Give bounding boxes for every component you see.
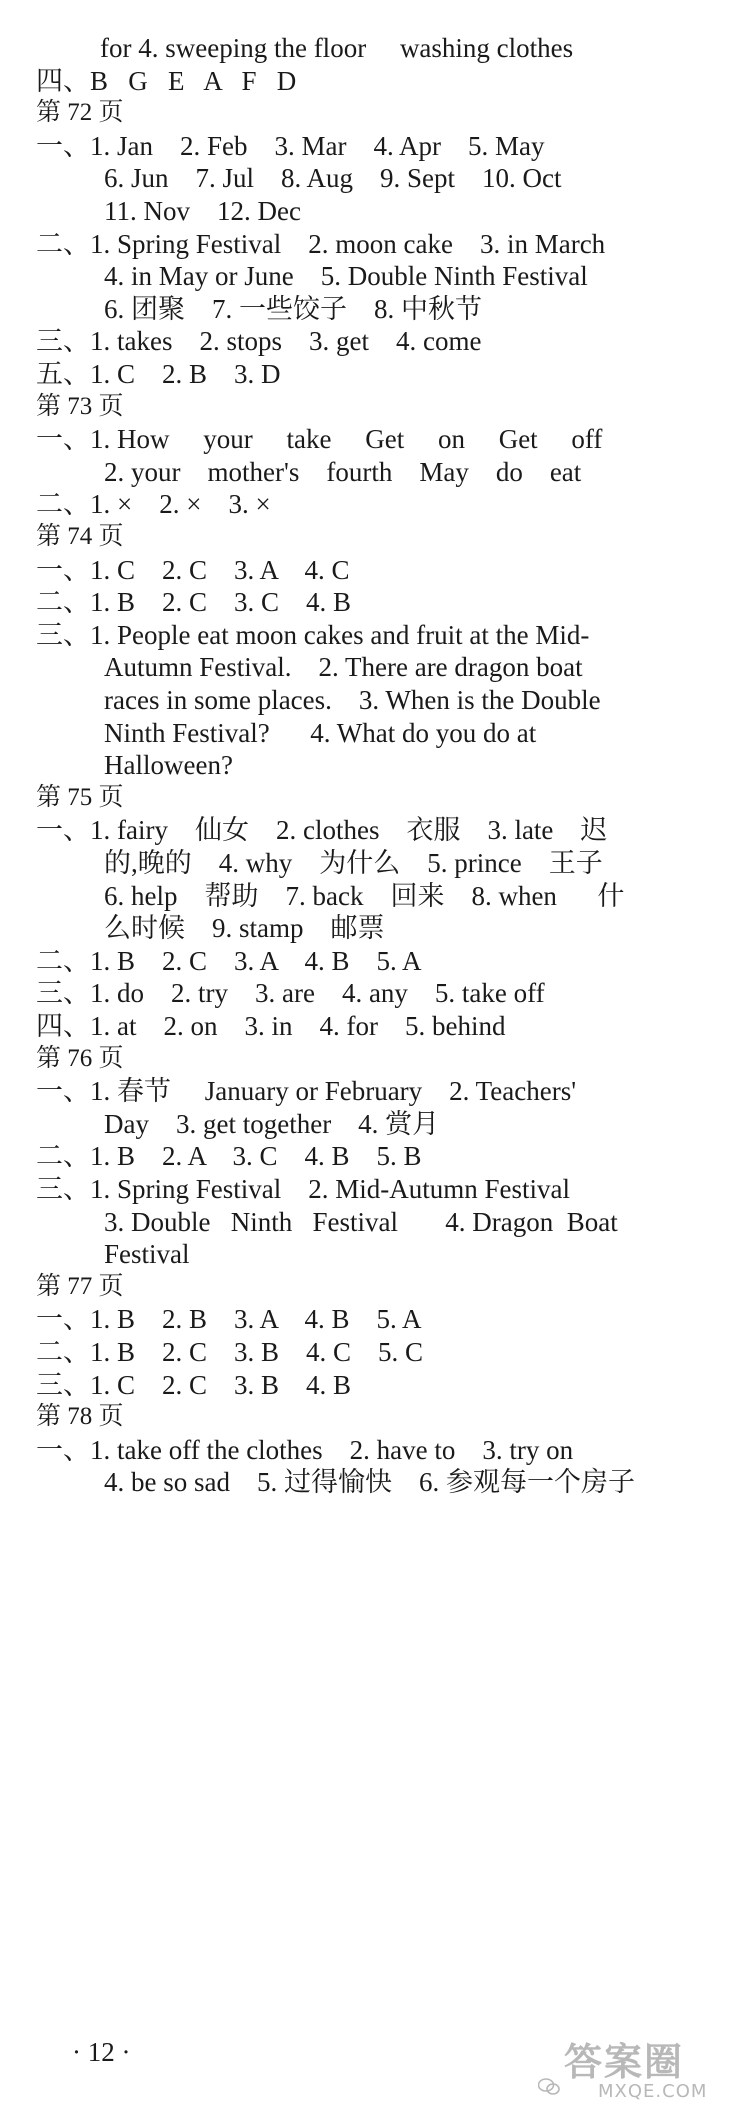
answer-text: 二、1. B 2. A 3. C 4. B 5. B [36,1141,422,1171]
answer-text: 2. your mother's fourth May do eat [104,457,582,487]
answer-text: 4. in May or June 5. Double Ninth Festival [104,261,588,291]
answer-text: for [100,33,132,63]
page-header: 第 72 页 [36,99,124,126]
page-header: 第 74 页 [36,523,124,550]
answer-text: 一、1. B 2. B 3. A 4. B 5. A [36,1304,422,1334]
page-header: 第 78 页 [36,1403,124,1430]
answer-text: 6. help 帮助 7. back 回来 8. when 什 [104,881,625,911]
answer-text: Day 3. get together 4. 赏月 [104,1109,440,1139]
answer-text: sweeping the floor [158,33,367,63]
answer-text: Festival [104,1239,190,1269]
answer-text: 么时候 9. stamp 邮票 [104,913,385,943]
answer-text: Autumn Festival. 2. There are dragon boat [104,652,583,682]
answer-text: 五、1. C 2. B 3. D [36,359,281,389]
answer-text: 三、1. C 2. C 3. B 4. B [36,1370,352,1400]
answer-text: 6. Jun 7. Jul 8. Aug 9. Sept 10. Oct [104,163,562,193]
answer-text: washing clothes [366,33,574,63]
answer-text: Ninth Festival? 4. What do you do at [104,718,537,748]
answer-text: 四、B G E A F D [36,66,297,96]
page-number: · 12 · [72,2037,131,2067]
answer-text: 四、1. at 2. on 3. in 4. for 5. behind [36,1011,506,1041]
answer-text: 二、1. B 2. C 3. C 4. B [36,587,352,617]
answer-text: 一、1. How your take Get on Get off [36,424,603,454]
wechat-icon [538,2078,560,2096]
answer-text: 11. Nov 12. Dec [104,196,301,226]
answer-line [0,1460,743,1504]
answer-text: 3. Double Ninth Festival 4. Dragon Boat [104,1207,618,1237]
page-header: 第 77 页 [36,1273,124,1300]
answer-text: 一、1. take off the clothes 2. have to 3. try on [36,1435,574,1465]
watermark-main: 答案圈 [564,2040,685,2084]
answer-text: 一、1. fairy 仙女 2. clothes 衣服 3. late 迟 [36,815,608,845]
answer-text: 三、1. do 2. try 3. are 4. any 5. take off [36,978,545,1008]
answer-text: Halloween? [104,750,233,780]
answer-text: 三、1. Spring Festival 2. Mid-Autumn Festival [36,1174,571,1204]
answer-text: 的,晚的 4. why 为什么 5. prince 王子 [104,848,603,878]
answer-text: races in some places. 3. When is the Double [104,685,601,715]
answer-text: 4. be so sad 5. 过得愉快 6. 参观每一个房子 [104,1467,635,1497]
page-header: 第 73 页 [36,393,124,420]
answer-text: 三、1. People eat moon cakes and fruit at the Mid- [36,620,590,650]
answer-text: 6. 团聚 7. 一些饺子 8. 中秋节 [104,294,482,324]
answer-text: 二、1. Spring Festival 2. moon cake 3. in March [36,229,606,259]
answer-text: 二、1. B 2. C 3. A 4. B 5. A [36,946,422,976]
answer-text: 一、1. Jan 2. Feb 3. Mar 4. Apr 5. May [36,131,545,161]
answer-text: 三、1. takes 2. stops 3. get 4. come [36,326,482,356]
answer-text: 一、1. C 2. C 3. A 4. C [36,555,350,585]
answer-text: 二、1. × 2. × 3. × [36,489,271,519]
answer-text: 4. [131,33,159,63]
answer-text: 二、1. B 2. C 3. B 4. C 5. C [36,1337,424,1367]
watermark [538,2040,738,2106]
watermark-sub: MXQE.COM [598,2081,708,2102]
page-header: 第 76 页 [36,1045,124,1072]
page-header: 第 75 页 [36,784,124,811]
answer-text: 一、1. 春节 January or February 2. Teachers' [36,1076,577,1106]
